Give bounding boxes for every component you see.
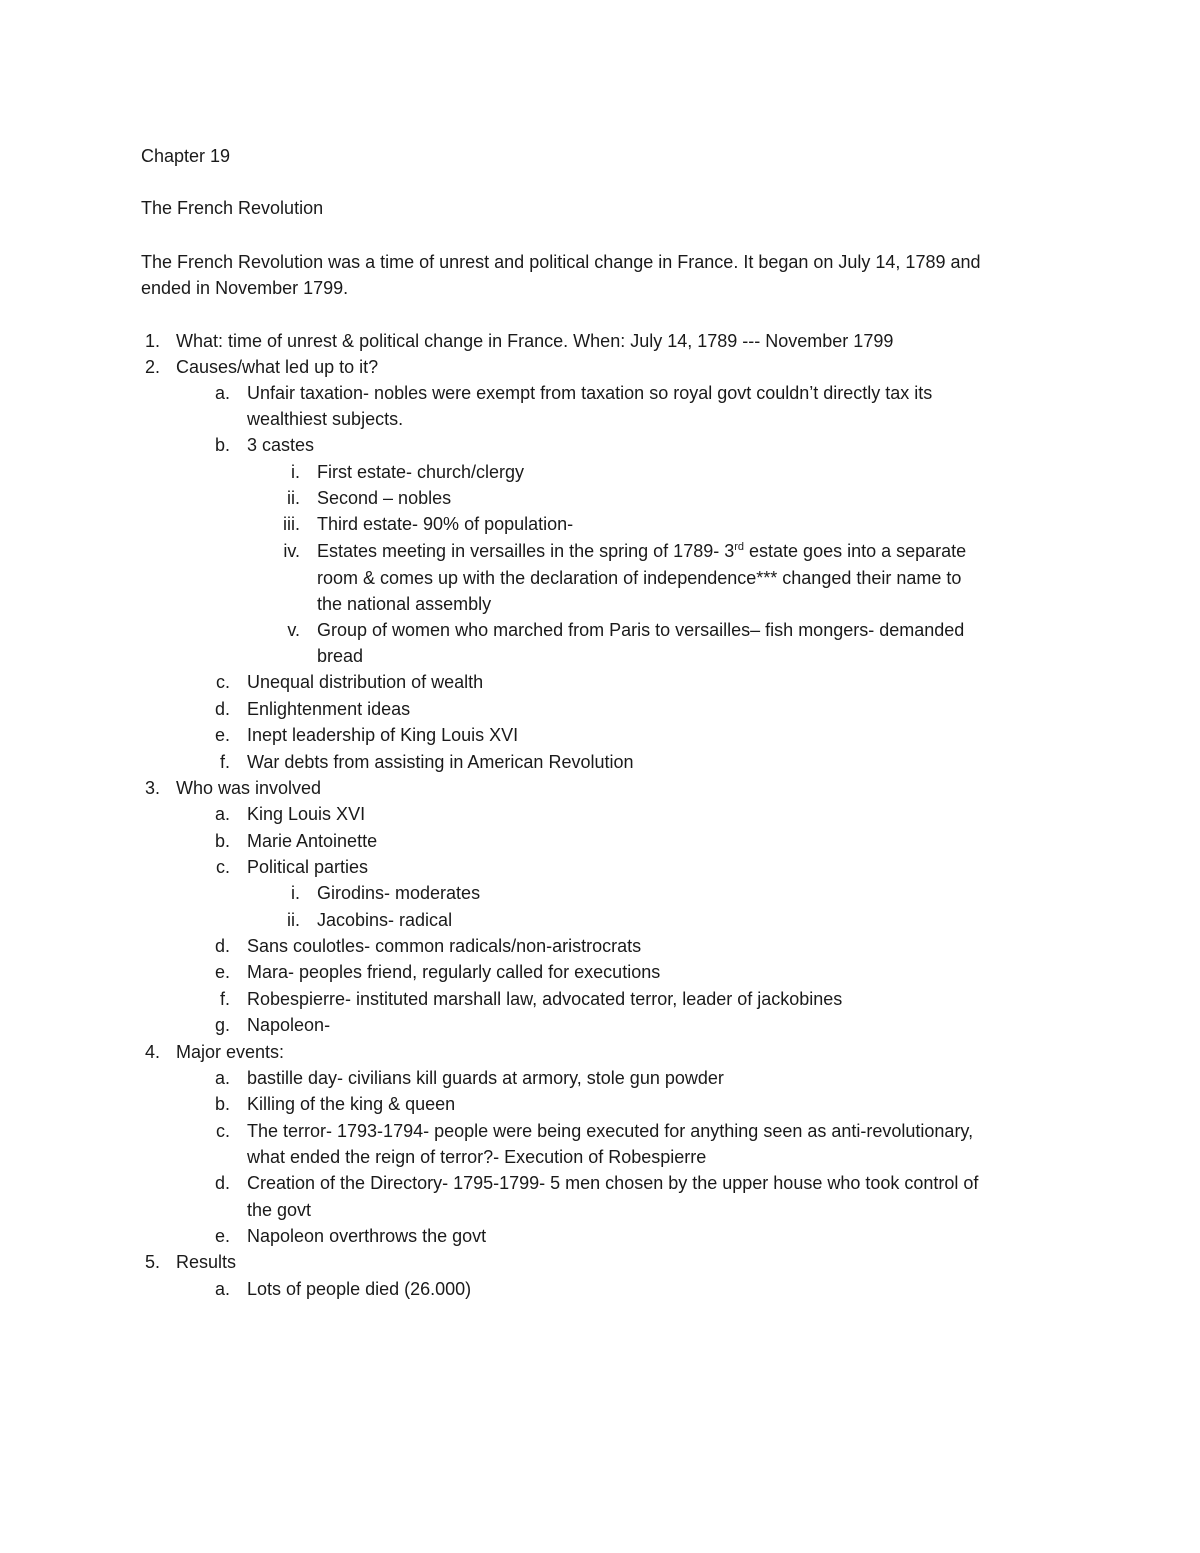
roman-item-marker: iii. [283, 514, 300, 534]
sub-item-directory-cont: the govt [247, 1200, 312, 1220]
sub-item-inept-leadership: Inept leadership of King Louis XVI [247, 725, 519, 745]
roman-item-marker: ii. [287, 488, 300, 508]
sub-item-marker: c. [215, 1121, 230, 1141]
list-item-who-involved: Who was involved [176, 778, 322, 798]
sub-item-directory: Creation of the Directory- 1795-1799- 5 men chosen by the upper house who took control of [247, 1173, 979, 1193]
sub-item-marker: f. [219, 989, 230, 1009]
estates-meeting-text: Estates meeting in versailles in the spring of 1789- 3 [317, 541, 735, 561]
list-item-marker: 2. [144, 357, 160, 377]
sub-item-marker: e. [214, 725, 230, 745]
sub-item-sans-coulotles: Sans coulotles- common radicals/non-aristrocrats [247, 936, 642, 956]
sub-item-marker: d. [214, 699, 230, 719]
sub-item-marker: d. [214, 936, 230, 956]
sub-item-marker: f. [219, 752, 230, 772]
list-item-marker: 3. [144, 778, 160, 798]
sub-item-marker: g. [214, 1015, 230, 1035]
sub-item-marker: e. [214, 962, 230, 982]
list-item-marker: 5. [144, 1252, 160, 1272]
list-item-results: Results [176, 1252, 237, 1272]
sub-item-marker: b. [214, 435, 230, 455]
roman-item-marker: i. [291, 883, 300, 903]
roman-item-marker: i. [291, 462, 300, 482]
sub-item-marker: c. [215, 672, 230, 692]
list-item-causes: Causes/what led up to it? [176, 357, 379, 377]
sub-item-napoleon-overthrows: Napoleon overthrows the govt [247, 1226, 487, 1246]
sub-item-king-louis: King Louis XVI [247, 804, 366, 824]
roman-item-marker: ii. [287, 910, 300, 930]
roman-item-estates-meeting [317, 538, 966, 564]
roman-item-first-estate: First estate- church/clergy [317, 462, 525, 482]
roman-item-third-estate: Third estate- 90% of population- [317, 514, 574, 534]
roman-item-womens-march-cont: bread [317, 646, 364, 666]
chapter-heading: Chapter 19 [141, 146, 231, 166]
sub-item-killing-king-queen: Killing of the king & queen [247, 1094, 456, 1114]
sub-item-robespierre: Robespierre- instituted marshall law, advocated terror, leader of jackobines [247, 989, 843, 1009]
sub-item-bastille-day: bastille day- civilians kill guards at armory, stole gun powder [247, 1068, 724, 1088]
estates-meeting-text-end: estate goes into a separate [744, 541, 967, 561]
roman-item-girodins: Girodins- moderates [317, 883, 481, 903]
roman-item-second-estate: Second – nobles [317, 488, 452, 508]
sub-item-marker: a. [214, 1279, 230, 1299]
sub-item-mara: Mara- peoples friend, regularly called for executions [247, 962, 661, 982]
intro-paragraph-line-2: ended in November 1799. [141, 278, 349, 298]
sub-item-enlightenment: Enlightenment ideas [247, 699, 411, 719]
sub-item-marker: c. [215, 857, 230, 877]
ordinal-suffix: rd [734, 541, 745, 553]
sub-item-unfair-taxation-cont: wealthiest subjects. [247, 409, 404, 429]
sub-item-the-terror: The terror- 1793-1794- people were being executed for anything seen as anti-revolutionary, [247, 1121, 974, 1141]
document-title: The French Revolution [141, 198, 324, 218]
roman-item-jacobins: Jacobins- radical [317, 910, 453, 930]
intro-paragraph-line-1: The French Revolution was a time of unrest and political change in France. It began on July 14, 1789 and [141, 252, 981, 272]
list-item-what: What: time of unrest & political change in France. When: July 14, 1789 --- November 1799 [176, 331, 894, 351]
list-item-major-events: Major events: [176, 1042, 285, 1062]
list-item-marker: 4. [144, 1042, 160, 1062]
sub-item-marker: b. [214, 831, 230, 851]
sub-item-marker: a. [214, 383, 230, 403]
roman-item-estates-meeting-cont: room & comes up with the declaration of independence*** changed their name to [317, 568, 962, 588]
roman-item-estates-meeting-cont: the national assembly [317, 594, 492, 614]
sub-item-marker: a. [214, 1068, 230, 1088]
roman-item-marker: v. [287, 620, 300, 640]
sub-item-unfair-taxation: Unfair taxation- nobles were exempt from taxation so royal govt couldn’t directly tax its [247, 383, 933, 403]
list-item-marker: 1. [144, 331, 160, 351]
sub-item-unequal-wealth: Unequal distribution of wealth [247, 672, 484, 692]
sub-item-the-terror-cont: what ended the reign of terror?- Execution of Robespierre [247, 1147, 707, 1167]
sub-item-war-debts: War debts from assisting in American Revolution [247, 752, 634, 772]
sub-item-napoleon: Napoleon- [247, 1015, 331, 1035]
sub-item-marker: d. [214, 1173, 230, 1193]
sub-item-marie-antoinette: Marie Antoinette [247, 831, 378, 851]
roman-item-marker: iv. [283, 541, 300, 561]
sub-item-political-parties: Political parties [247, 857, 369, 877]
sub-item-marker: a. [214, 804, 230, 824]
sub-item-marker: e. [214, 1226, 230, 1246]
sub-item-people-died: Lots of people died (26.000) [247, 1279, 472, 1299]
sub-item-castes: 3 castes [247, 435, 315, 455]
roman-item-womens-march: Group of women who marched from Paris to versailles– fish mongers- demanded [317, 620, 965, 640]
sub-item-marker: b. [214, 1094, 230, 1114]
